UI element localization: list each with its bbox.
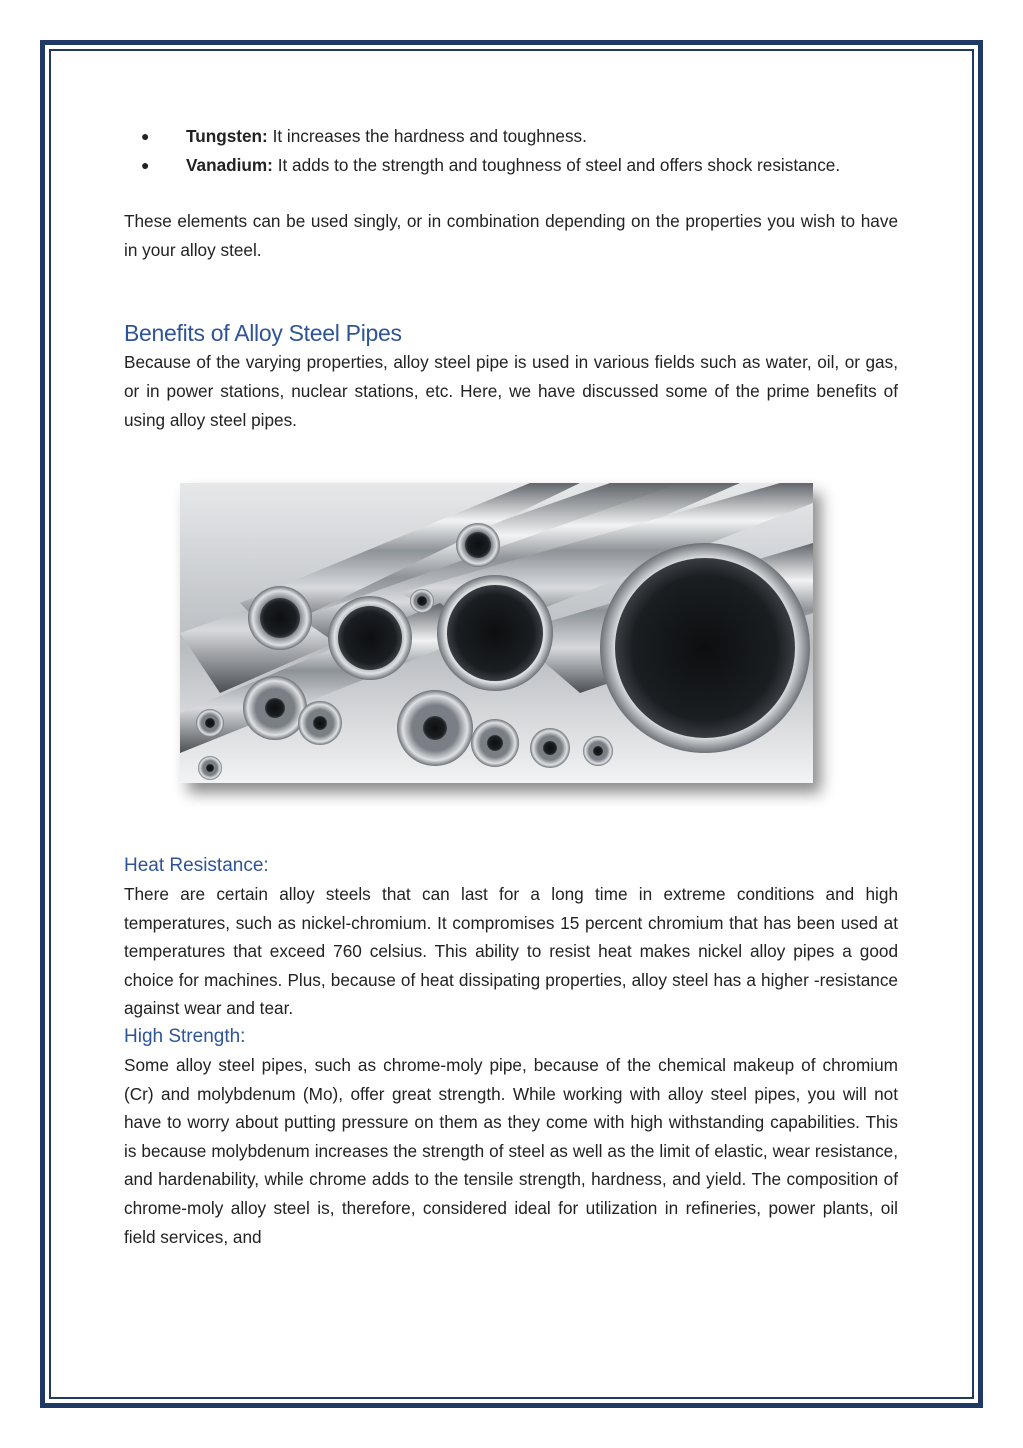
steel-pipes-illustration [180,483,813,783]
intro-paragraph: These elements can be used singly, or in combination depending on the properties you wish to have in your alloy steel. [124,211,898,260]
steel-pipes-photo [180,483,813,783]
heat-resistance-heading: Heat Resistance: [124,855,269,876]
benefits-paragraph: Because of the varying properties, alloy steel pipe is used in various fields such as water, oil, or gas, or in power stations, nuclear stations, etc. Here, we have discussed some of the prime benefits of using alloy steel pipes. [124,352,898,430]
list-item-text: It increases the hardness and toughness. [267,126,587,146]
list-item-term: Tungsten: [186,126,268,146]
list-item-tungsten [124,122,898,151]
high-strength-heading: High Strength: [124,1025,246,1047]
list-item-text: It adds to the strength and toughness of steel and offers shock resistance. [272,154,841,175]
list-item-vanadium [124,151,898,180]
benefits-details [124,852,898,1251]
list-item-term: Vanadium: [186,154,273,175]
heat-resistance-paragraph: There are certain alloy steels that can last for a long time in extreme conditions and high temperatures, such as nickel-chromium. It compromises 15 percent chromium that has been used at temperatures that exceed 760 celsius. This ability to resist heat makes nickel alloy pipes a good choice for machines. Plus, because of heat dissipating properties, alloy steel has a higher -resistance against wear and tear. [124,884,898,1019]
high-strength-paragraph: Some alloy steel pipes, such as chrome-moly pipe, because of the chemical makeup of chromium (Cr) and molybdenum (Mo), offer great strength. While working with alloy steel pipes, you will not have to worry about putting pressure on them as they come with high withstanding capabilities. This is because molybdenum increases the strength of steel as well as the limit of elastic, wear resistance, and hardenability, while chrome adds to the tensile strength, hardness, and yield. The composition of chrome-moly alloy steel is, therefore, considered ideal for utilization in refineries, power plants, oil field services, and [124,1054,898,1247]
bullet-icon: ● [141,156,150,173]
alloy-elements-list [124,122,898,179]
bullet-icon: ● [141,128,150,144]
benefits-heading: Benefits of Alloy Steel Pipes [124,320,402,347]
page-content [124,122,898,434]
